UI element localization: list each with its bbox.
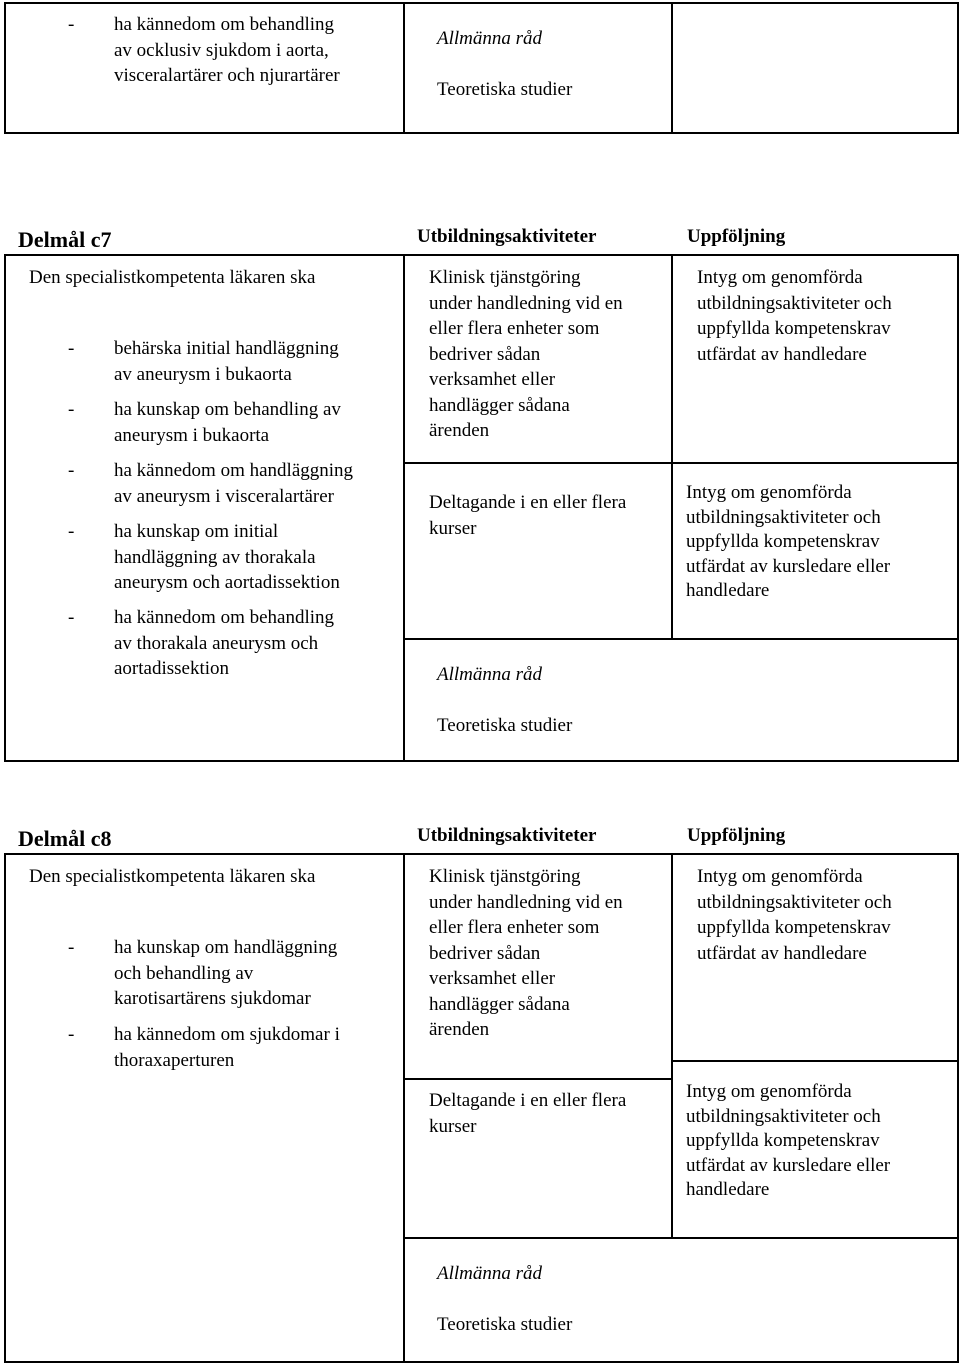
c8-title: Delmål c8	[18, 826, 112, 851]
c7-activities-header: Utbildningsaktiviteter	[417, 226, 597, 247]
c8-followup-courses: Intyg om genomförda utbildningsaktiviteter och uppfyllda kompetenskrav utfärdat av kursledare eller handledare	[686, 1081, 891, 1200]
top-list-item-text: ha kännedom om behandling av ocklusiv sjukdom i aorta, visceralartärer och njurartärer	[114, 14, 340, 86]
c7-general-advice: Allmänna råd	[437, 664, 543, 685]
top-table-divider-1	[403, 2, 405, 134]
c8-list-item: - ha kännedom om sjukdomar i thoraxaperturen	[68, 1022, 398, 1074]
c7-divider-1	[403, 254, 405, 762]
c7-followup-courses: Intyg om genomförda utbildningsaktiviteter och uppfyllda kompetenskrav utfärdat av kursledare eller handledare	[686, 482, 891, 601]
c7-row-divider-followup	[671, 462, 959, 464]
c8-row-divider-activities	[403, 1078, 673, 1080]
c7-list-item-text: behärska initial handläggning av aneurysm i bukaorta	[114, 338, 339, 385]
c7-list-item: - ha kännedom om behandling av thorakala aneurysm och aortadissektion	[68, 605, 398, 683]
c8-divider-2	[671, 853, 673, 1239]
c7-title: Delmål c7	[18, 227, 112, 252]
c7-followup-clinical: Intyg om genomförda utbildningsaktiviteter och uppfyllda kompetenskrav utfärdat av handledare	[697, 267, 892, 365]
c8-followup-header: Uppföljning	[687, 825, 786, 846]
c7-divider-2	[671, 254, 673, 639]
c8-row-divider-advice	[403, 1237, 959, 1239]
top-table-divider-2	[671, 2, 673, 134]
c7-followup-header: Uppföljning	[687, 226, 786, 247]
c7-list-item-text: ha kunskap om initial handläggning av thorakala aneurysm och aortadissektion	[114, 521, 340, 593]
c8-activity-courses: Deltagande i en eller flera kurser	[429, 1090, 627, 1137]
c7-activity-courses: Deltagande i en eller flera kurser	[429, 492, 627, 539]
c8-general-advice: Allmänna råd	[437, 1263, 543, 1284]
c7-list-item: - ha kunskap om initial handläggning av thorakala aneurysm och aortadissektion	[68, 519, 398, 597]
c8-list-item: - ha kunskap om handläggning och behandling av karotisartärens sjukdomar	[68, 935, 398, 1013]
c8-theory-studies: Teoretiska studier	[437, 1314, 573, 1335]
c7-list-item-text: ha kännedom om handläggning av aneurysm i visceralartärer	[114, 460, 354, 507]
c8-row-divider-followup	[671, 1060, 959, 1062]
c7-row-divider-activities	[403, 462, 673, 464]
c7-list-item: - ha kännedom om handläggning av aneurysm i visceralartärer	[68, 458, 398, 510]
c8-divider-1	[403, 853, 405, 1363]
c8-activity-clinical: Klinisk tjänstgöring under handledning vid en eller flera enheter som bedriver sådan verksamhet eller handlägger sådana ärenden	[429, 866, 623, 1040]
top-theory-studies: Teoretiska studier	[437, 79, 573, 100]
top-general-advice: Allmänna råd	[437, 28, 543, 49]
c7-row-divider-advice	[403, 638, 959, 640]
c7-theory-studies: Teoretiska studier	[437, 715, 573, 736]
c8-activities-header: Utbildningsaktiviteter	[417, 825, 597, 846]
top-list-item: - ha kännedom om behandling av ocklusiv sjukdom i aorta, visceralartärer och njurartärer	[68, 12, 398, 92]
c7-intro: Den specialistkompetenta läkaren ska	[29, 267, 316, 288]
c7-list-item: - behärska initial handläggning av aneurysm i bukaorta	[68, 336, 398, 388]
c7-list-item-text: ha kännedom om behandling av thorakala aneurysm och aortadissektion	[114, 607, 335, 679]
c8-list-item-text: ha kunskap om handläggning och behandling av karotisartärens sjukdomar	[114, 937, 338, 1009]
c8-list-item-text: ha kännedom om sjukdomar i thoraxaperturen	[114, 1024, 340, 1071]
c8-intro: Den specialistkompetenta läkaren ska	[29, 866, 316, 887]
c8-followup-clinical: Intyg om genomförda utbildningsaktiviteter och uppfyllda kompetenskrav utfärdat av handledare	[697, 866, 892, 964]
c7-list-item: - ha kunskap om behandling av aneurysm i bukaorta	[68, 397, 398, 449]
c7-activity-clinical: Klinisk tjänstgöring under handledning vid en eller flera enheter som bedriver sådan verksamhet eller handlägger sådana ärenden	[429, 267, 623, 441]
c7-list-item-text: ha kunskap om behandling av aneurysm i bukaorta	[114, 399, 341, 446]
